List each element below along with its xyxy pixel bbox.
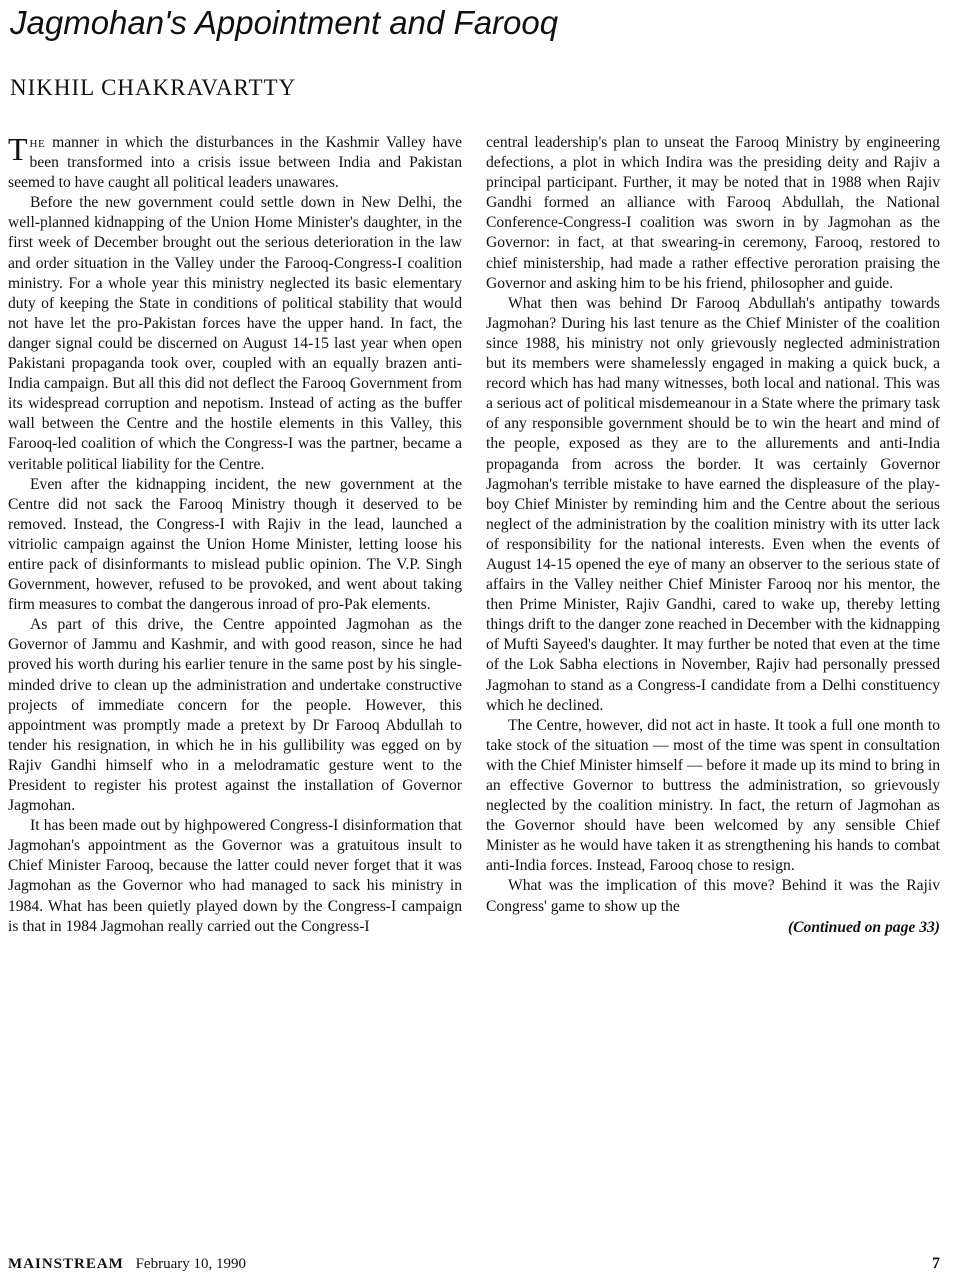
issue-date: February 10, 1990 xyxy=(135,1256,246,1272)
author-byline: NIKHIL CHAKRAVARTTY xyxy=(10,75,297,100)
body-paragraph: What then was behind Dr Farooq Abdullah's antipathy towards Jagmohan? During his last tenure as the Chief Minister of the coalition since 1988, his ministry not only grievously neglected administration but its members were shamelessly engaged in making a quick buck, a record which has had many witnesses, both local and national. This was a serious act of political misdemeanour in a State where the primary task of any responsible government should be to win the heart and mind of the people, exposed as they are to the allurements and anti-India propaganda from across the border. It was certainly Governor Jagmohan's terrible mistake to have earned the displeasure of the play-boy Chief Minister by reminding him and the Centre about the serious neglect of the administration by the coalition ministry with its utter lack of responsibility for the national interests. Even when the events of August 14-15 opened the eye of many an observer to the serious state of affairs in the Valley neither Chief Minister Farooq nor his mentor, the then Prime Minister, Rajiv Gandhi, cared to wake up, thereby letting things drift to the danger zone reached in December with the kidnapping of Mufti Sayeed's daughter. It may further be noted that even at the time of the Lok Sabha elections in November, Rajiv had personally pressed Jagmohan to stand as a Congress-I candidate from a Delhi constituency which he declined. xyxy=(486,294,940,714)
lead-small-caps: he xyxy=(29,134,46,151)
drop-cap: T xyxy=(8,133,28,167)
article-column-left xyxy=(8,133,462,1241)
lead-text: manner in which the disturbances in the Kashmir Valley have been transformed into a crisis issue between India and Pakistan seemed to have caught all political leaders unawares. xyxy=(8,134,462,192)
body-paragraph: Before the new government could settle down in New Delhi, the well-planned kidnapping of the Union Home Minister's daughter, in the first week of December brought out the serious deterioration in the law and order situation in the Valley under the Farooq-Congress-I coalition ministry. For a whole year this ministry neglected its basic elementary duty of keeping the State in conditions of political stability that would not have let the pro-Pakistan forces have the upper hand. In fact, the danger signal could be discerned on August 14-15 last year when open Pakistani propaganda took over, coupled with an equally brazen anti-India campaign. But all this did not deflect the Farooq Government from its widespread corruption and nepotism. Instead of acting as the buffer wall between the Centre and the hostile elements in this Valley, this Farooq-led coalition of which the Congress-I was the partner, became a veritable political liability for the Centre. xyxy=(8,194,462,473)
article-headline: Jagmohan's Appointment and Farooq xyxy=(10,4,559,41)
lead-paragraph xyxy=(8,133,462,193)
body-paragraph: central leadership's plan to unseat the Farooq Ministry by engineering defections, a plot in which Indira was the presiding deity and Rajiv a principal participant. Further, it may be noted that in 1988 when Rajiv Gandhi formed an alliance with Farooq Abdullah, the National Conference-Congress-I coalition was sworn in by Jagmohan as the Governor: in fact, at that swearing-in ceremony, Farooq, restored to chief ministership, had made a rather effective peroration praising the Governor and asking him to be his friend, philosopher and guide. xyxy=(486,134,940,292)
publication-name: MAINSTREAM xyxy=(8,1256,124,1272)
article-column-right xyxy=(486,133,940,1241)
body-paragraph: What was the implication of this move? Behind it was the Rajiv Congress' game to show up the xyxy=(486,877,940,915)
body-paragraph: The Centre, however, did not act in haste. It took a full one month to take stock of the situation — most of the time was spent in consultation with the Chief Minister himself — before it made up its mind to bring in an effective Governor to buttress the administration, so grievously neglected by the coalition ministry. In fact, the return of Jagmohan as the Governor should have been welcomed by any sensible Chief Minister as he would have taken it as strengthening his hands to combat anti-India forces. Instead, Farooq chose to resign. xyxy=(486,716,940,875)
body-paragraph: It has been made out by highpowered Congress-I disinformation that Jagmohan's appointment as the Governor was a gratuitous insult to Chief Minister Farooq, because the latter could never forget that it was Jagmohan as the Governor who had managed to sack his ministry in 1984. What has been quietly played down by the Congress-I campaign is that in 1984 Jagmohan really carried out the Congress-I xyxy=(8,817,462,935)
page-number: 7 xyxy=(932,1255,940,1272)
footer-publication-line xyxy=(8,1254,246,1274)
body-paragraph: Even after the kidnapping incident, the new government at the Centre did not sack the Farooq Ministry though it deserved to be removed. Instead, the Congress-I with Rajiv in the lead, launched a vitriolic campaign against the Union Home Minister, letting loose his entire pack of disinformants to mislead public opinion. The V.P. Singh Government, however, refused to be provoked, and went about taking firm measures to combat the dangerous inroad of pro-Pak elements. xyxy=(8,475,462,614)
body-paragraph: As part of this drive, the Centre appointed Jagmohan as the Governor of Jammu and Kashmir, and with good reason, since he had proved his worth during his earlier tenure in the same post by his single-minded drive to clean up the administration and undertake constructive projects of immediate concern for the people. However, this appointment was promptly made a pretext by Dr Farooq Abdullah to tender his resignation, in which he in his gullibility was egged on by Rajiv Gandhi himself who in a melodramatic gesture went to the President to register his protest against the installation of Governor Jagmohan. xyxy=(8,616,462,815)
continued-note: (Continued on page 33) xyxy=(787,918,940,936)
